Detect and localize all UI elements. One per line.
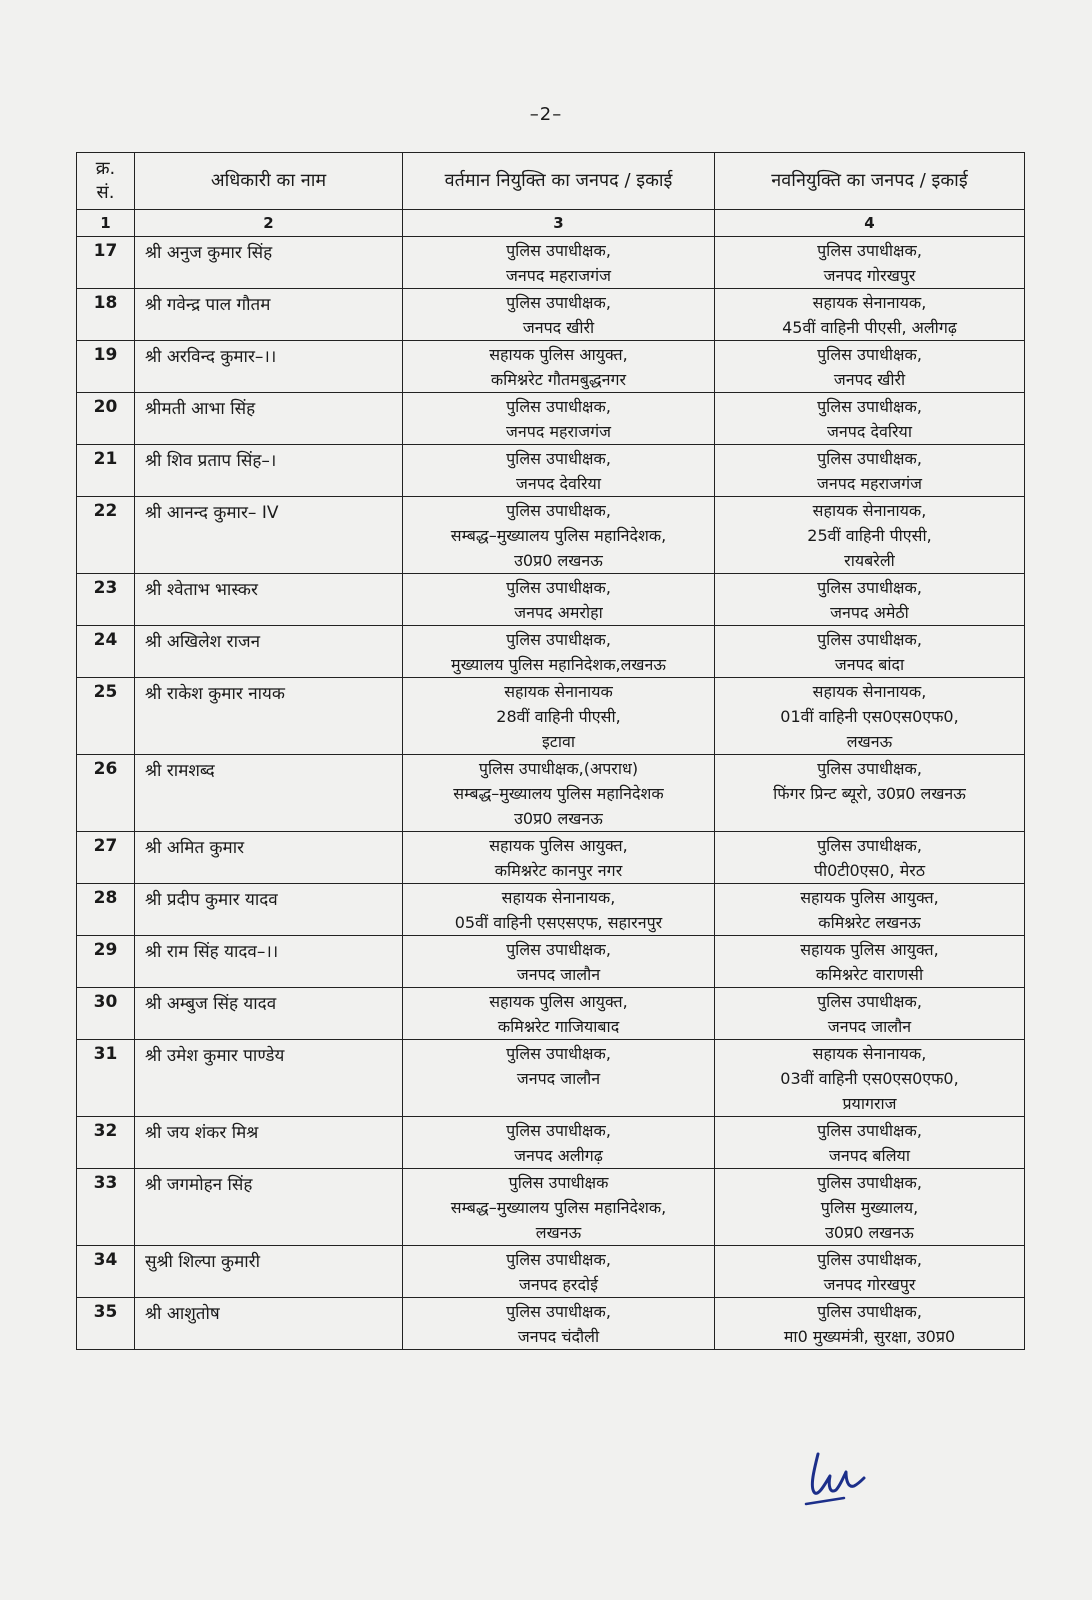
new-posting-line: जनपद गोरखपुर [823,1275,916,1294]
new-posting-line: रायबरेली [844,551,895,570]
new-posting [715,1117,1025,1169]
new-posting-line: सहायक सेनानायक, [812,682,927,701]
current-posting [403,936,715,988]
current-posting-line: जनपद चंदौली [517,1327,600,1346]
table-row [77,445,1025,497]
header-current-posting: वर्तमान नियुक्ति का जनपद / इकाई [403,153,715,210]
current-posting-line: कमिश्नरेट गौतमबुद्धनगर [490,370,627,389]
table-row [77,237,1025,289]
officer-name: श्री जगमोहन सिंह [135,1169,403,1246]
current-posting-line: उ0प्र0 लखनऊ [514,551,603,570]
current-posting-line: पुलिस उपाधीक्षक, [506,578,611,597]
current-posting-line: सहायक पुलिस आयुक्त, [489,836,628,855]
serial-number: 29 [77,936,135,988]
new-posting [715,341,1025,393]
current-posting-line: पुलिस उपाधीक्षक, [506,630,611,649]
header-serial-line-1: क्र. [95,158,116,179]
officer-name: श्री जय शंकर मिश्र [135,1117,403,1169]
serial-number: 31 [77,1040,135,1117]
serial-number: 27 [77,832,135,884]
current-posting-line: जनपद अलीगढ़ [514,1146,603,1165]
new-posting-line: जनपद अमेठी [830,603,909,622]
table-row [77,497,1025,574]
table-row [77,988,1025,1040]
current-posting [403,341,715,393]
serial-number: 28 [77,884,135,936]
current-posting-line: जनपद जालौन [516,1069,601,1088]
current-posting-line: सहायक पुलिस आयुक्त, [489,345,628,364]
new-posting [715,1169,1025,1246]
current-posting-line: कमिश्नरेट कानपुर नगर [494,861,623,880]
new-posting-line: पुलिस मुख्यालय, [820,1198,919,1217]
header-serial [77,153,135,210]
current-posting-line: कमिश्नरेट गाजियाबाद [497,1017,620,1036]
table-row [77,626,1025,678]
current-posting [403,445,715,497]
current-posting-line: पुलिस उपाधीक्षक,(अपराध) [478,759,639,778]
current-posting-line: पुलिस उपाधीक्षक, [506,241,611,260]
serial-number: 23 [77,574,135,626]
new-posting-line: 03वीं वाहिनी एस0एस0एफ0, [780,1069,959,1088]
table-row [77,341,1025,393]
serial-number: 20 [77,393,135,445]
current-posting-line: जनपद महराजगंज [506,266,611,285]
serial-number: 17 [77,237,135,289]
new-posting [715,832,1025,884]
current-posting-line: मुख्यालय पुलिस महानिदेशक,लखनऊ [451,655,666,674]
new-posting-line: सहायक सेनानायक, [812,1044,927,1063]
current-posting-line: उ0प्र0 लखनऊ [514,809,603,828]
column-number: 2 [135,210,403,237]
table-row [77,289,1025,341]
current-posting-line: पुलिस उपाधीक्षक, [506,501,611,520]
current-posting-line: जनपद जालौन [516,965,601,984]
column-number: 1 [77,210,135,237]
table-row [77,1117,1025,1169]
current-posting-line: पुलिस उपाधीक्षक [508,1173,609,1192]
current-posting [403,1040,715,1117]
current-posting [403,574,715,626]
current-posting-line: जनपद देवरिया [516,474,601,493]
new-posting-line: फिंगर प्रिन्ट ब्यूरो, उ0प्र0 लखनऊ [773,784,966,803]
officer-name: श्री अरविन्द कुमार–।। [135,341,403,393]
serial-number: 25 [77,678,135,755]
current-posting-line: इटावा [541,732,576,751]
new-posting-line: कमिश्नरेट वाराणसी [815,965,924,984]
new-posting-line: प्रयागराज [842,1094,897,1113]
new-posting-line: जनपद महराजगंज [817,474,922,493]
new-posting [715,755,1025,832]
current-posting-line: पुलिस उपाधीक्षक, [506,293,611,312]
new-posting-line: पुलिस उपाधीक्षक, [817,345,922,364]
new-posting [715,574,1025,626]
current-posting-line: सम्बद्ध–मुख्यालय पुलिस महानिदेशक, [450,1198,667,1217]
serial-number: 26 [77,755,135,832]
new-posting [715,237,1025,289]
serial-number: 35 [77,1298,135,1350]
new-posting-line: पुलिस उपाधीक्षक, [817,630,922,649]
new-posting [715,445,1025,497]
serial-number: 30 [77,988,135,1040]
officer-name: श्री अनुज कुमार सिंह [135,237,403,289]
new-posting [715,884,1025,936]
officer-name: श्री उमेश कुमार पाण्डेय [135,1040,403,1117]
new-posting-line: कमिश्नरेट लखनऊ [818,913,921,932]
column-number-row [77,210,1025,237]
new-posting-line: जनपद देवरिया [827,422,912,441]
table-row [77,574,1025,626]
current-posting-line: जनपद महराजगंज [506,422,611,441]
current-posting [403,237,715,289]
new-posting-line: 25वीं वाहिनी पीएसी, [807,526,932,545]
column-number: 4 [715,210,1025,237]
header-new-posting: नवनियुक्ति का जनपद / इकाई [715,153,1025,210]
transfer-table [76,152,1025,1350]
current-posting [403,988,715,1040]
new-posting-line: पुलिस उपाधीक्षक, [817,449,922,468]
table-row [77,755,1025,832]
new-posting-line: पी0टी0एस0, मेरठ [813,861,926,880]
current-posting-line: पुलिस उपाधीक्षक, [506,1250,611,1269]
new-posting-line: पुलिस उपाधीक्षक, [817,1250,922,1269]
new-posting-line: उ0प्र0 लखनऊ [825,1223,914,1242]
current-posting-line: सहायक सेनानायक, [501,888,616,907]
new-posting-line: पुलिस उपाधीक्षक, [817,1173,922,1192]
new-posting [715,678,1025,755]
new-posting-line: सहायक सेनानायक, [812,293,927,312]
officer-name: श्री अखिलेश राजन [135,626,403,678]
serial-number: 33 [77,1169,135,1246]
table-row [77,1169,1025,1246]
current-posting-line: जनपद हरदोई [519,1275,598,1294]
serial-number: 21 [77,445,135,497]
table-row [77,1040,1025,1117]
officer-name: श्री आनन्द कुमार– IV [135,497,403,574]
current-posting-line: सम्बद्ध–मुख्यालय पुलिस महानिदेशक, [450,526,667,545]
current-posting [403,678,715,755]
signature-stroke [812,1454,864,1493]
current-posting-line: पुलिस उपाधीक्षक, [506,449,611,468]
current-posting [403,755,715,832]
new-posting-line: जनपद बांदा [834,655,905,674]
header-officer-name: अधिकारी का नाम [135,153,403,210]
signature-underline [806,1498,844,1504]
new-posting-line: सहायक सेनानायक, [812,501,927,520]
current-posting [403,289,715,341]
new-posting-line: जनपद बलिया [829,1146,910,1165]
officer-name: श्री श्वेताभ भास्कर [135,574,403,626]
new-posting [715,936,1025,988]
officer-name: श्री शिव प्रताप सिंह–। [135,445,403,497]
officer-name: श्री राम सिंह यादव–।। [135,936,403,988]
officer-name: श्री राकेश कुमार नायक [135,678,403,755]
table-row [77,1246,1025,1298]
new-posting-line: पुलिस उपाधीक्षक, [817,241,922,260]
serial-number: 19 [77,341,135,393]
current-posting [403,1117,715,1169]
current-posting [403,832,715,884]
table-row [77,832,1025,884]
new-posting-line: पुलिस उपाधीक्षक, [817,759,922,778]
current-posting-line: जनपद खीरी [522,318,595,337]
current-posting-line: पुलिस उपाधीक्षक, [506,1302,611,1321]
new-posting-line: पुलिस उपाधीक्षक, [817,397,922,416]
current-posting-line: सहायक सेनानायक [504,682,613,701]
serial-number: 24 [77,626,135,678]
new-posting-line: जनपद खीरी [833,370,906,389]
new-posting-line: लखनऊ [846,732,893,751]
current-posting-line: लखनऊ [535,1223,582,1242]
new-posting-line: 45वीं वाहिनी पीएसी, अलीगढ़ [782,318,957,337]
current-posting-line: 05वीं वाहिनी एसएसएफ, सहारनपुर [454,913,663,932]
table-body [77,210,1025,1350]
officer-name: श्री आशुतोष [135,1298,403,1350]
new-posting [715,1040,1025,1117]
signature [804,1446,874,1516]
officer-name: श्री रामशब्द [135,755,403,832]
officer-name: श्रीमती आभा सिंह [135,393,403,445]
new-posting-line: जनपद जालौन [827,1017,912,1036]
officer-name: श्री अमित कुमार [135,832,403,884]
serial-number: 18 [77,289,135,341]
new-posting-line: पुलिस उपाधीक्षक, [817,836,922,855]
new-posting-line: पुलिस उपाधीक्षक, [817,1302,922,1321]
new-posting-line: सहायक पुलिस आयुक्त, [800,888,939,907]
serial-number: 22 [77,497,135,574]
table-row [77,1298,1025,1350]
current-posting [403,497,715,574]
serial-number: 34 [77,1246,135,1298]
current-posting [403,884,715,936]
new-posting [715,988,1025,1040]
current-posting-line: पुलिस उपाधीक्षक, [506,1121,611,1140]
new-posting [715,497,1025,574]
new-posting-line: जनपद गोरखपुर [823,266,916,285]
officer-name: श्री अम्बुज सिंह यादव [135,988,403,1040]
new-posting [715,1246,1025,1298]
new-posting [715,393,1025,445]
new-posting-line: 01वीं वाहिनी एस0एस0एफ0, [780,707,959,726]
current-posting-line: सम्बद्ध–मुख्यालय पुलिस महानिदेशक [453,784,664,803]
table-row [77,393,1025,445]
new-posting [715,289,1025,341]
column-number: 3 [403,210,715,237]
page-number: –2– [529,104,563,125]
current-posting [403,1298,715,1350]
serial-number: 32 [77,1117,135,1169]
header-serial-line-2: सं. [96,182,115,203]
current-posting [403,393,715,445]
current-posting [403,1169,715,1246]
new-posting [715,1298,1025,1350]
current-posting [403,626,715,678]
new-posting-line: पुलिस उपाधीक्षक, [817,992,922,1011]
new-posting-line: सहायक पुलिस आयुक्त, [800,940,939,959]
officer-name: श्री प्रदीप कुमार यादव [135,884,403,936]
header-row [77,153,1025,210]
new-posting-line: पुलिस उपाधीक्षक, [817,1121,922,1140]
table-row [77,678,1025,755]
table-row [77,884,1025,936]
current-posting-line: पुलिस उपाधीक्षक, [506,940,611,959]
current-posting-line: सहायक पुलिस आयुक्त, [489,992,628,1011]
current-posting-line: 28वीं वाहिनी पीएसी, [496,707,621,726]
table-row [77,936,1025,988]
current-posting-line: पुलिस उपाधीक्षक, [506,1044,611,1063]
current-posting-line: जनपद अमरोहा [514,603,603,622]
new-posting [715,626,1025,678]
current-posting-line: पुलिस उपाधीक्षक, [506,397,611,416]
new-posting-line: पुलिस उपाधीक्षक, [817,578,922,597]
new-posting-line: मा0 मुख्यमंत्री, सुरक्षा, उ0प्र0 [783,1327,956,1346]
current-posting [403,1246,715,1298]
officer-name: सुश्री शिल्पा कुमारी [135,1246,403,1298]
officer-name: श्री गवेन्द्र पाल गौतम [135,289,403,341]
